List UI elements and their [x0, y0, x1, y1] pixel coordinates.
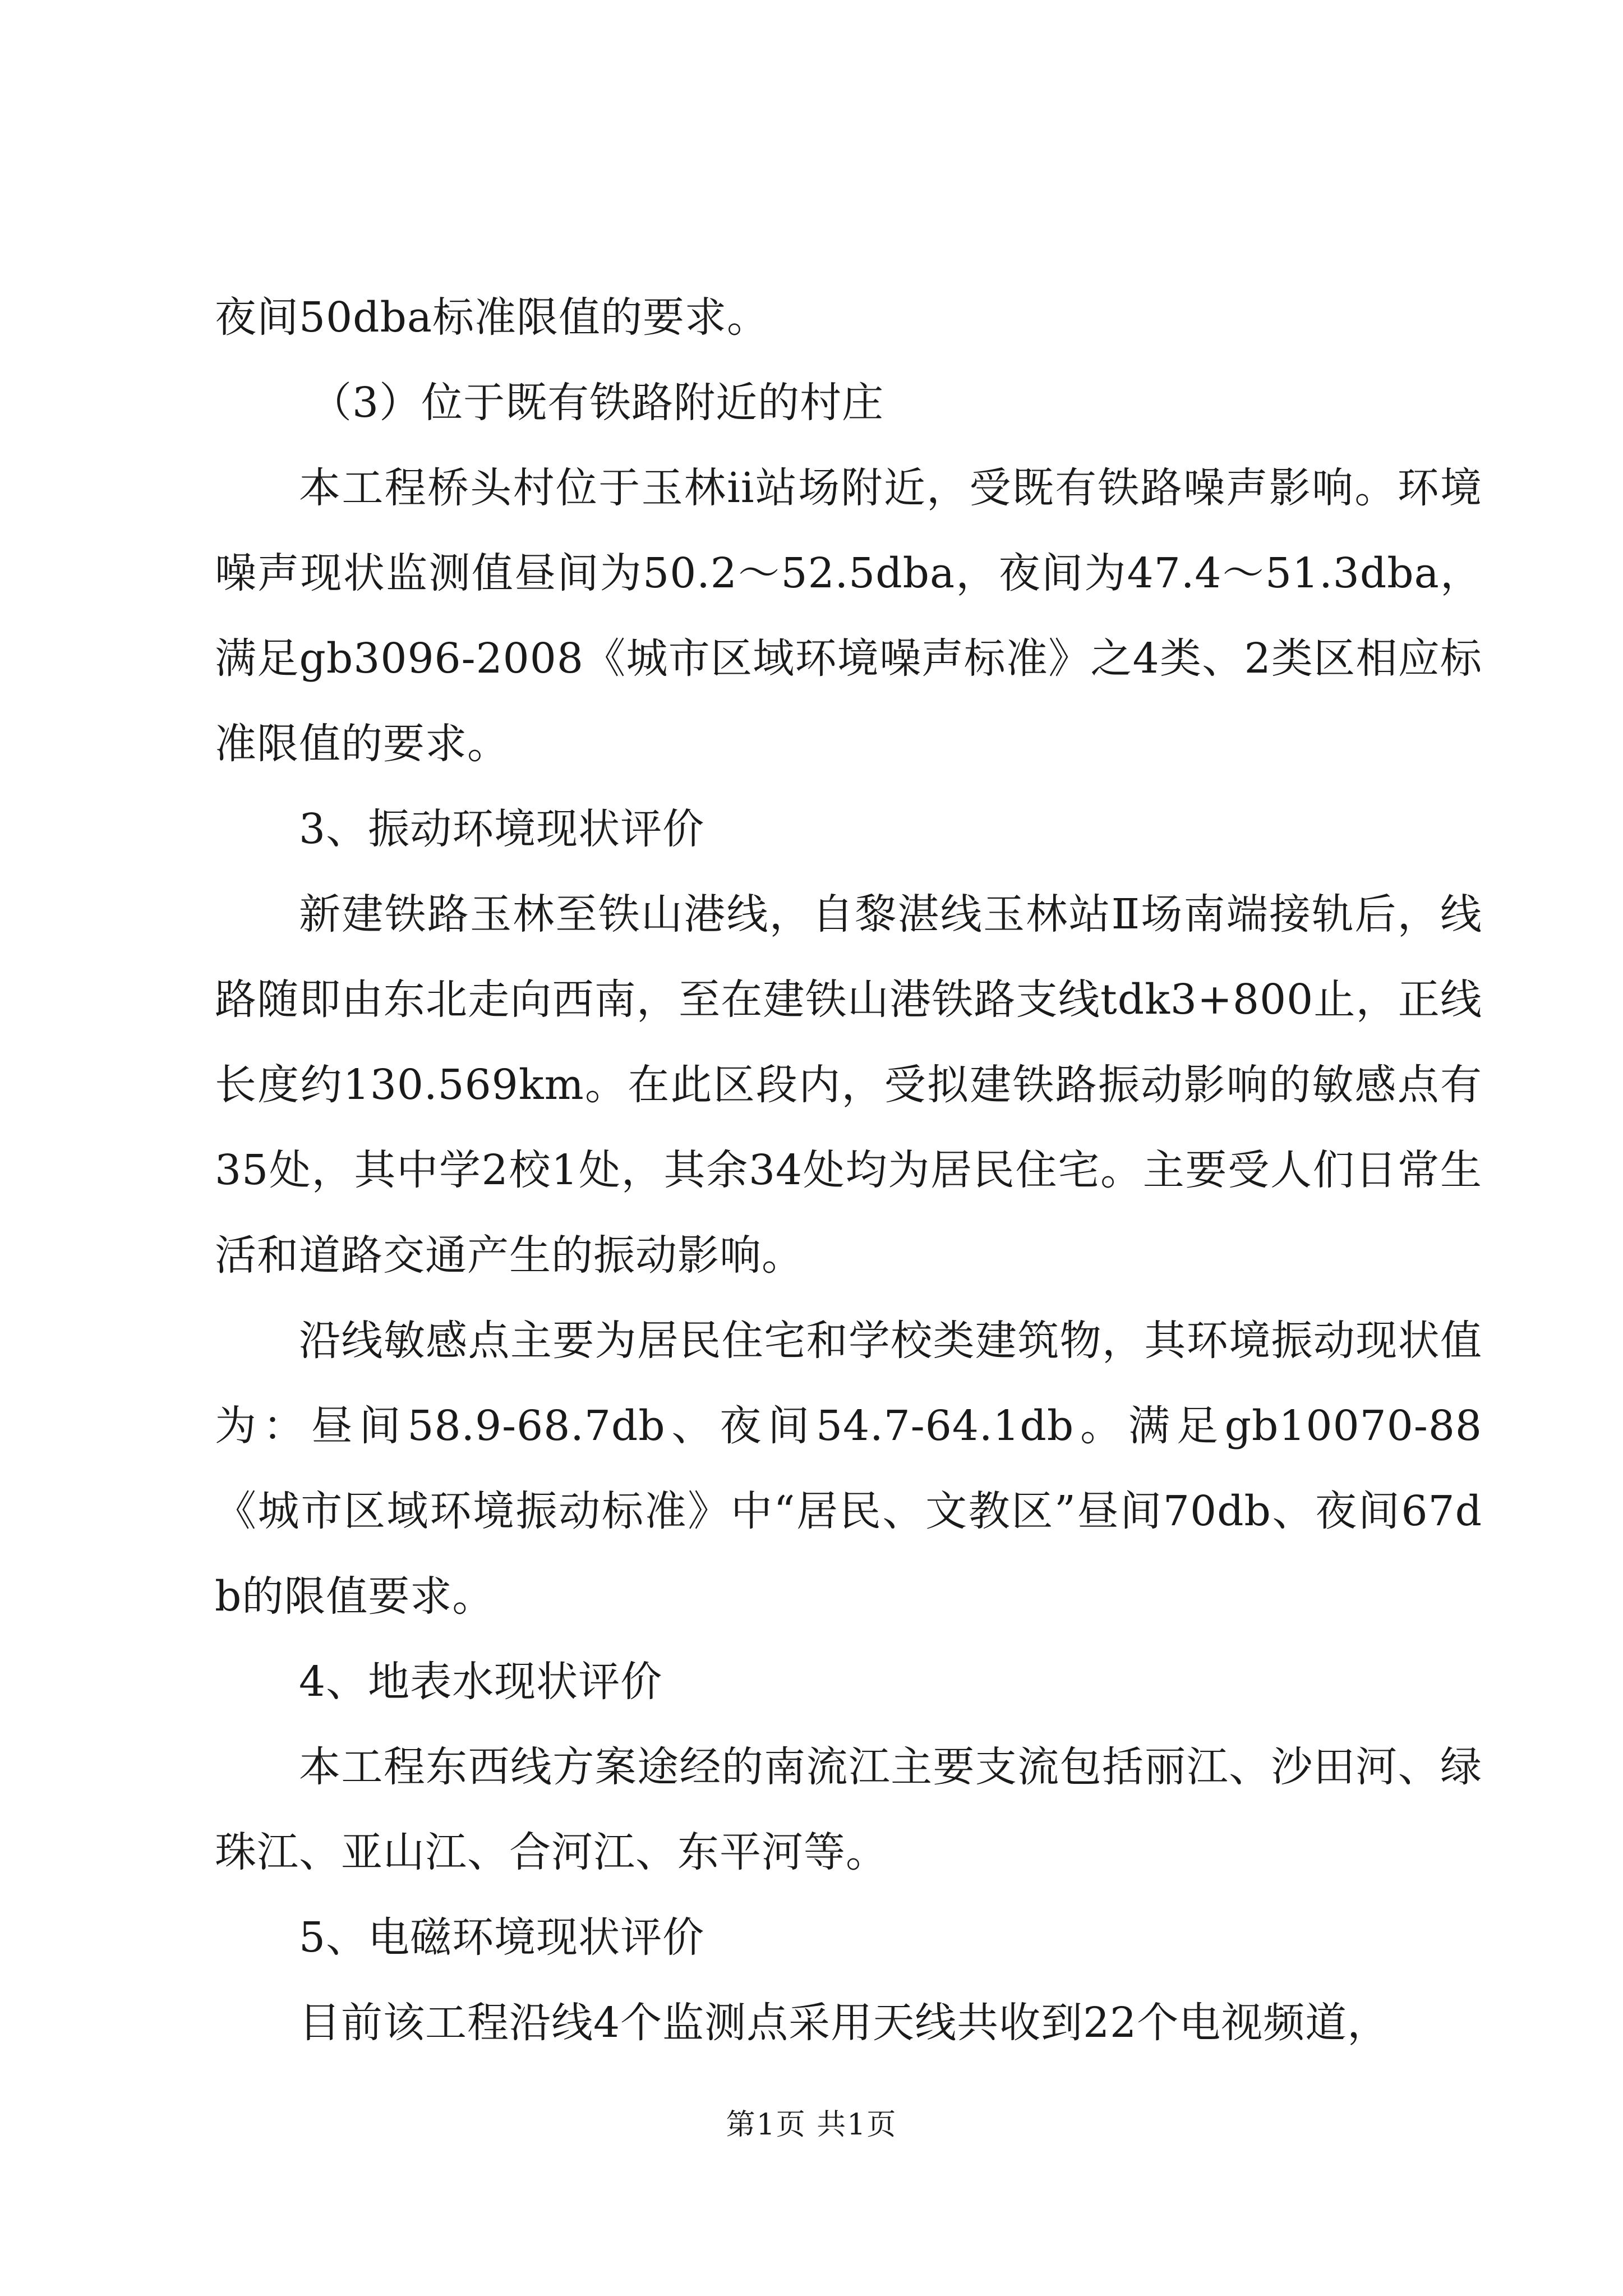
paragraph-railway-route: 新建铁路玉林至铁山港线，自黎湛线玉林站Ⅱ场南端接轨后，线路随即由东北走向西南，至在建铁山港铁路支线tdk3+800止，正线长度约130.569km。在此区段内，受拟建铁路振动影响的敏感点有35处，其中学2校1处，其余34处均为居民住宅。主要受人们日常生活和道路交通产生的振动影响。 — [215, 890, 1482, 1280]
paragraph-tv-channels: 目前该工程沿线4个监测点采用天线共收到22个电视频道， — [299, 1999, 1390, 2047]
heading-vibration: 3、振动环境现状评价 — [299, 805, 705, 853]
subheading-villages-near-railway: （3）位于既有铁路附近的村庄 — [310, 379, 884, 427]
page-number-footer: 第1页 共1页 — [726, 2108, 897, 2142]
heading-electromagnetic: 5、电磁环境现状评价 — [299, 1913, 705, 1962]
heading-surface-water: 4、地表水现状评价 — [299, 1658, 663, 1706]
document-body — [215, 275, 1482, 2065]
paragraph-rivers: 本工程东西线方案途经的南流江主要支流包括丽江、沙田河、绿珠江、亚山江、合河江、东平河等。 — [215, 1743, 1482, 1876]
paragraph-noise-status: 本工程桥头村位于玉林ii站场附近，受既有铁路噪声影响。环境噪声现状监测值昼间为50.2～52.5dba，夜间为47.4～51.3dba，满足gb3096-2008《城市区域环境噪声标准》之4类、2类区相应标准限值的要求。 — [215, 464, 1482, 768]
paragraph-vibration-values: 沿线敏感点主要为居民住宅和学校类建筑物，其环境振动现状值为：昼间58.9-68.7db、夜间54.7-64.1db。满足gb10070-88《城市区域环境振动标准》中“居民、文教区”昼间70db、夜间67db的限值要求。 — [215, 1317, 1482, 1621]
paragraph-continuation: 夜间50dba标准限值的要求。 — [215, 293, 769, 342]
